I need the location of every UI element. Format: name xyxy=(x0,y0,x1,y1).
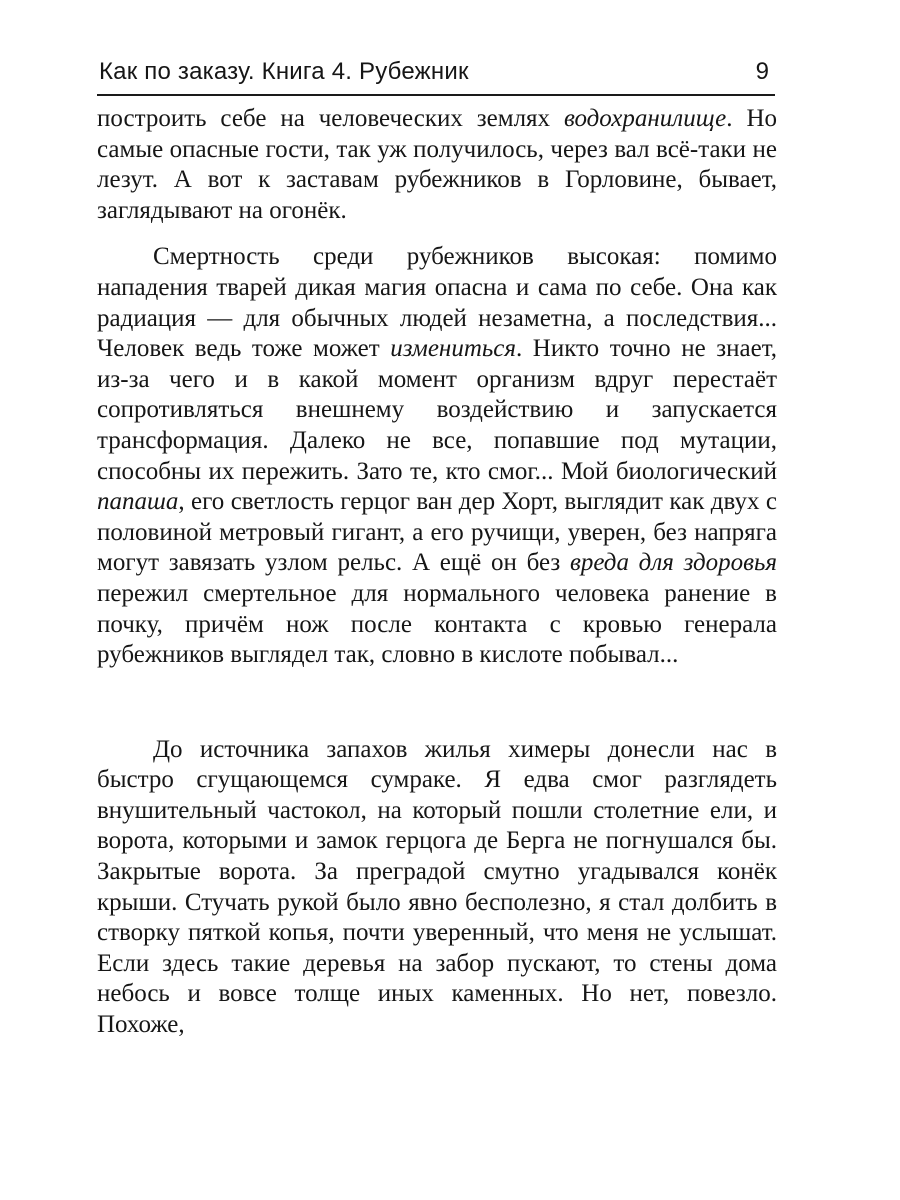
italic-text-run: папаша xyxy=(97,488,179,516)
text-run: , его светлость герцог ван дер Хорт, выглядит как двух с половиной метровый гигант, а его ручищи, уверен, без напряга могут завязать узлом рельс. А ещё он без xyxy=(97,488,777,577)
page-number: 9 xyxy=(755,58,769,85)
body-text xyxy=(97,104,777,1041)
italic-text-run: измениться xyxy=(390,335,516,363)
paragraph-new-section xyxy=(97,735,777,1041)
running-title: Как по заказу. Книга 4. Рубежник xyxy=(99,58,469,85)
paragraph-continuation xyxy=(97,104,777,226)
italic-text-run: вреда для здоровья xyxy=(569,549,778,577)
text-run: построить себе на человеческих землях xyxy=(97,105,564,132)
italic-text-run: водохранилище xyxy=(563,105,727,132)
text-run: . Никто точно не знает, из-за чего и в какой момент организм вдруг перестаёт сопротивляться внешнему воздействию и запускается трансформация. Далеко не все, попавшие под мутации, способны их пережить. Зато те, кто смог... Мой биологический xyxy=(97,335,777,485)
text-run: . Но самые опасные гости, так уж получилось, через вал всё-таки не лезут. А вот к заставам рубежников в Горловине, бывает, заглядывают на огонёк. xyxy=(97,105,777,224)
text-run: До источника запахов жилья химеры донесли нас в быстро сгущающемся сумраке. Я едва смог разглядеть внушительный частокол, на который пошли столетние ели, и ворота, которыми и замок герцога де Берга не погнушался бы. Закрытые ворота. За преградой смутно угадывался конёк крыши. Стучать рукой было явно бесполезно, я стал долбить в створку пяткой копья, почти уверенный, что меня не услышат. Если здесь такие деревья на забор пускают, то стены дома небось и вовсе толще иных каменных. Но нет, повезло. Похоже, xyxy=(97,735,777,1039)
text-run: Смертность среди рубежников высокая: помимо нападения тварей дикая магия опасна и сама по себе. Она как радиация — для обычных людей незаметна, а последствия... Человек ведь тоже может xyxy=(97,243,777,363)
paragraph xyxy=(97,242,777,670)
page-header xyxy=(97,56,775,96)
text-run: пережил смертельное для нормального человека ранение в почку, причём нож после контакта с кровью генерала рубежников выглядел так, словно в кислоте побывал... xyxy=(97,579,777,669)
